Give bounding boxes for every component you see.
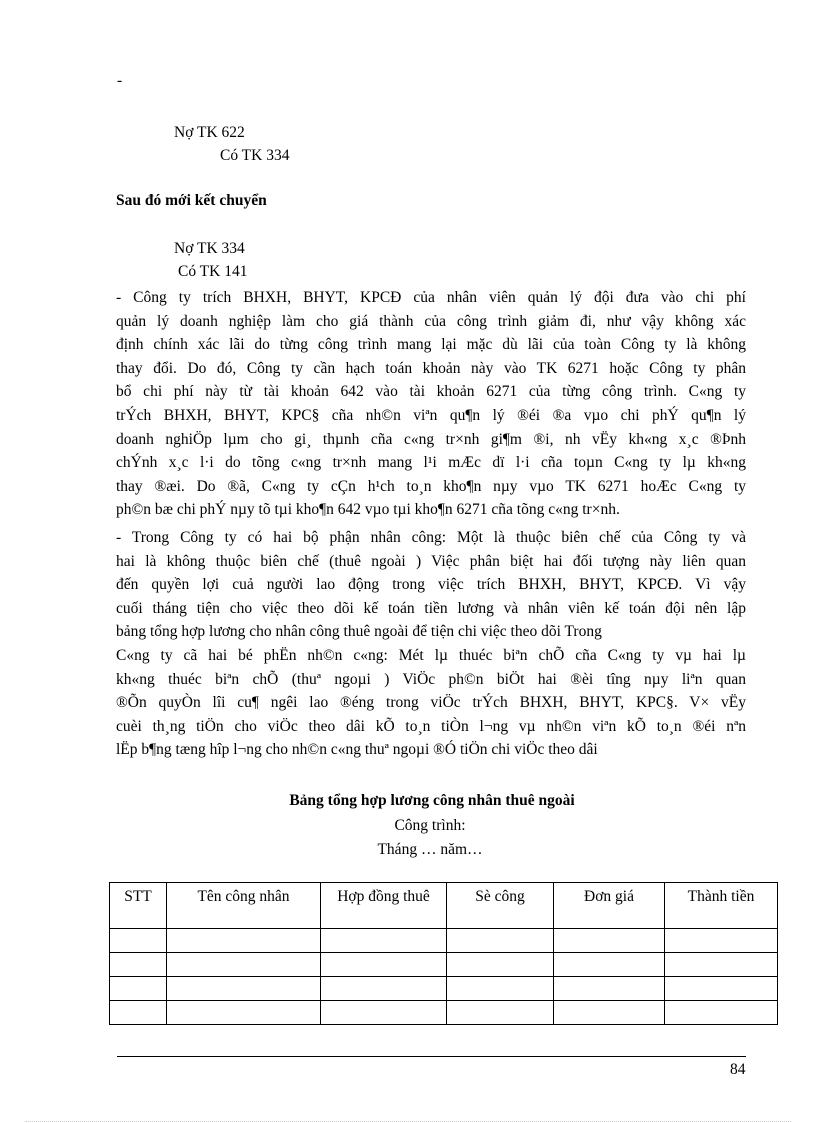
paragraph-line: C«ng ty cã hai bé phËn nh©n c«ng: Mét lµ thuéc biªn chÕ cña C«ng ty vµ hai lµ bbox=[116, 646, 746, 664]
table-cell bbox=[554, 1001, 665, 1025]
header-unit-price: Đơn giá bbox=[554, 883, 665, 929]
paragraph-line: trÝch BHXH, BHYT, KPC§ cña nh©n viªn qu¶n lý ®éi ®a vµo chi phÝ qu¶n lý bbox=[116, 406, 746, 424]
table-cell bbox=[110, 977, 167, 1001]
table-row bbox=[110, 953, 778, 977]
table-cell bbox=[167, 929, 321, 953]
paragraph-line: - Công ty trích BHXH, BHYT, KPCĐ của nhân viên quản lý đội đưa vào chi phí bbox=[116, 289, 746, 306]
paragraph-line: định chính xác lãi do từng công trình mang lại mặc dù lãi của toàn Công ty là không bbox=[116, 336, 746, 354]
paragraph-line: ph©n bæ chi phÝ nµy tõ tµi kho¶n 642 vµo tµi kho¶n 6271 cña tõng c«ng tr×nh. bbox=[116, 501, 620, 519]
paragraph-line: bảng tổng hợp lương cho nhân công thuê ngoài để tiện chi việc theo dõi Trong bbox=[116, 623, 602, 641]
table-cell bbox=[110, 929, 167, 953]
header-workdays: Sè công bbox=[447, 883, 554, 929]
table-cell bbox=[321, 953, 447, 977]
table-row bbox=[110, 977, 778, 1001]
paragraph-line: - Trong Công ty có hai bộ phận nhân công: Một là thuộc biên chế của Công ty và bbox=[116, 529, 746, 546]
paragraph-line: bổ chi phí này từ tài khoản 642 vào tài khoản 6271 của từng công trình. C«ng ty bbox=[116, 383, 746, 401]
wage-summary-table bbox=[109, 882, 778, 1025]
table-subtitle-period: Tháng … năm… bbox=[377, 841, 483, 858]
table-cell bbox=[554, 953, 665, 977]
entry1-debit: Nợ TK 622 bbox=[174, 124, 245, 141]
table-header-row bbox=[110, 883, 778, 929]
table-cell bbox=[665, 953, 778, 977]
table-cell bbox=[110, 953, 167, 977]
table-cell bbox=[665, 929, 778, 953]
entry1-credit: Có TK 334 bbox=[220, 147, 290, 164]
paragraph-line: doanh nghiÖp lµm cho gi¸ thµnh cña c«ng tr×nh gi¶m ®i, nh vËy kh«ng x¸c ®Þnh bbox=[116, 430, 746, 448]
paragraph-line: thay ®æi. Do ®ã, C«ng ty cÇn h¹ch to¸n kho¶n nµy vµo TK 6271 hoÆc C«ng ty bbox=[116, 477, 746, 495]
table-cell bbox=[665, 977, 778, 1001]
paragraph-line: cuối tháng tiện cho việc theo dõi kế toán tiền lương và nhân viên kế toán đội nên lập bbox=[116, 599, 746, 617]
footer-rule bbox=[117, 1056, 746, 1057]
section-heading: Sau đó mới kết chuyển bbox=[116, 192, 267, 209]
table-cell bbox=[167, 1001, 321, 1025]
table-cell bbox=[554, 929, 665, 953]
table-cell bbox=[110, 1001, 167, 1025]
table-row bbox=[110, 929, 778, 953]
table-cell bbox=[321, 929, 447, 953]
paragraph-line: chÝnh x¸c l·i do tõng c«ng tr×nh mang l¹i mÆc dï l·i cña toµn C«ng ty lµ kh«ng bbox=[116, 454, 746, 472]
table-title: Bảng tổng hợp lương công nhân thuê ngoài bbox=[289, 792, 575, 809]
table-row bbox=[110, 1001, 778, 1025]
table-cell bbox=[554, 977, 665, 1001]
paragraph-line: lËp b¶ng tæng hîp l¬ng cho nh©n c«ng thuª ngoµi ®Ó tiÖn chi viÖc theo dâi bbox=[116, 741, 598, 759]
paragraph-line: ®Õn quyÒn lîi cu¶ ngêi lao ®éng trong viÖc trÝch BHXH, BHYT, KPC§. V× vËy bbox=[116, 694, 746, 712]
header-amount: Thành tiền bbox=[665, 883, 778, 929]
header-stt: STT bbox=[110, 883, 167, 929]
page-number: 84 bbox=[730, 1061, 746, 1078]
header-worker-name: Tên công nhân bbox=[167, 883, 321, 929]
top-mark: - bbox=[117, 72, 123, 89]
paragraph-line: hai là không thuộc biên chế (thuê ngoài ) Việc phân biệt hai đối tượng này liên quan bbox=[116, 552, 746, 570]
paragraph-line: kh«ng thuéc biªn chÕ (thuª ngoµi ) ViÖc ph©n biÖt hai ®èi tîng nµy liªn quan bbox=[116, 670, 746, 688]
paragraph-line: quản lý doanh nghiệp làm cho giá thành của công trình giảm đi, như vậy không xác bbox=[116, 312, 746, 330]
table-cell bbox=[321, 977, 447, 1001]
table-cell bbox=[321, 1001, 447, 1025]
table-cell bbox=[447, 953, 554, 977]
table-cell bbox=[447, 929, 554, 953]
paragraph-1 bbox=[116, 286, 746, 522]
header-contract: Hợp đồng thuê bbox=[321, 883, 447, 929]
paragraph-line: đến quyền lợi cuả người lao động trong việc trích BHXH, BHYT, KPCĐ. Vì vậy bbox=[116, 576, 746, 594]
page-bottom-border bbox=[25, 1121, 791, 1122]
entry2-debit: Nợ TK 334 bbox=[174, 240, 245, 257]
table-cell bbox=[167, 977, 321, 1001]
table-cell bbox=[167, 953, 321, 977]
paragraph-2 bbox=[116, 526, 746, 762]
table-cell bbox=[447, 977, 554, 1001]
table-cell bbox=[665, 1001, 778, 1025]
table-cell bbox=[447, 1001, 554, 1025]
table-subtitle-project: Công trình: bbox=[394, 817, 466, 834]
paragraph-line: cuèi th¸ng tiÖn cho viÖc theo dâi kÕ to¸n tiÒn l¬ng vµ nh©n viªn kÕ to¸n ®éi nªn bbox=[116, 717, 746, 735]
paragraph-line: thay đổi. Do đó, Công ty cần hạch toán khoản này vào TK 6271 hoặc Công ty phân bbox=[116, 359, 746, 377]
entry2-credit: Có TK 141 bbox=[178, 263, 248, 280]
